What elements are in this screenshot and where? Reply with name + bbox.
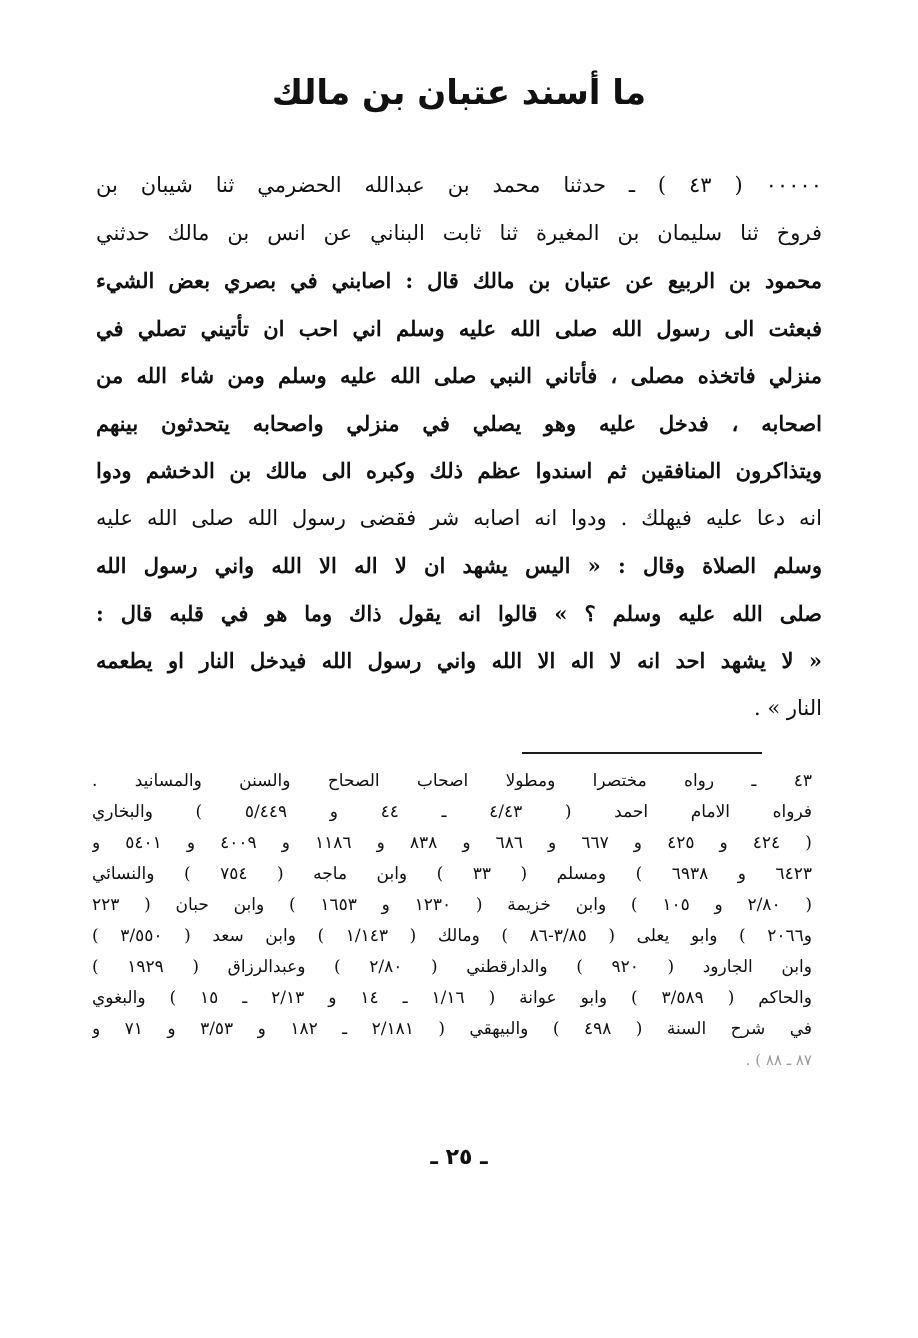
- hadith-line: اصحابه ، فدخل عليه وهو يصلي في منزلي واصحابه يتحدثون بينهم: [96, 410, 822, 436]
- hadith-line: محمود بن الربيع عن عتبان بن مالك قال : اصابني في بصري بعض الشيء: [96, 268, 822, 293]
- footnote-line: وابن الجارود ( ٩٢٠ ) والدارقطني ( ٢/٨٠ ) وعبدالرزاق ( ١٩٢٩ ): [92, 957, 812, 977]
- footnotes: [92, 766, 812, 1076]
- hadith-line: النار » .: [754, 695, 822, 720]
- hadith-line: « لا يشهد احد انه لا اله الا الله واني رسول الله فيدخل النار او يطعمه: [96, 648, 822, 673]
- footnote-separator: [522, 752, 762, 754]
- hadith-line: فبعثت الى رسول الله صلى الله عليه وسلم اني احب ان تأتيني تصلي في: [96, 315, 822, 341]
- hadith-text: [96, 162, 822, 732]
- hadith-line: ويتذاكرون المنافقين ثم اسندوا عظم ذلك وكبره الى مالك بن الدخشم ودوا: [96, 458, 822, 483]
- footnote-line: ٨٧ ـ ٨٨ ) .: [745, 1051, 812, 1069]
- hadith-line: ٠٠٠٠٠ ( ٤٣ ) ـ حدثنا محمد بن عبدالله الحضرمي ثنا شيبان بن: [96, 173, 822, 197]
- hadith-line: فروخ ثنا سليمان بن المغيرة ثنا ثابت البناني عن انس بن مالك حدثني: [96, 220, 822, 245]
- footnote-line: ( ٤٢٤ و ٤٢٥ و ٦٦٧ و ٦٨٦ و ٨٣٨ و ١١٨٦ و ٤٠٠٩ و ٥٤٠١ و: [92, 833, 812, 853]
- footnote-line: ( ٢/٨٠ و ١٠٥ ) وابن خزيمة ( ١٢٣٠ و ١٦٥٣ ) وابن حبان ( ٢٢٣: [92, 895, 812, 915]
- page-number: ـ ٢٥ ـ: [430, 1145, 488, 1170]
- hadith-line: انه دعا عليه فيهلك . ودوا انه اصابه شر فقضى رسول الله صلى الله عليه: [96, 505, 822, 530]
- footnote-line: و٢٠٦٦ ) وابو يعلى ( ٣/٨٥-٨٦ ) ومالك ( ١/١٤٣ ) وابن سعد ( ٣/٥٥٠ ): [92, 926, 812, 946]
- footnote-line: في شرح السنة ( ٤٩٨ ) والبيهقي ( ٢/١٨١ ـ ١٨٢ و ٣/٥٣ و ٧١ و: [92, 1019, 812, 1039]
- footnote-line: والحاكم ( ٣/٥٨٩ ) وابو عوانة ( ١/١٦ ـ ١٤ و ٢/١٣ ـ ١٥ ) والبغوي: [92, 988, 812, 1008]
- page-title: ما أسند عتبان بن مالك: [271, 73, 647, 113]
- footnote-line: ٦٤٢٣ و ٦٩٣٨ ) ومسلم ( ٣٣ ) وابن ماجه ( ٧٥٤ ) والنسائي: [92, 864, 812, 884]
- footnote-line: فرواه الامام احمد ( ٤/٤٣ ـ ٤٤ و ٥/٤٤٩ ) والبخاري: [92, 802, 812, 822]
- hadith-line: منزلي فاتخذه مصلى ، فأتاني النبي صلى الله عليه وسلم ومن شاء الله من: [96, 363, 822, 388]
- hadith-line: وسلم الصلاة وقال : « اليس يشهد ان لا اله الا الله واني رسول الله: [96, 553, 822, 578]
- footnote-line: ٤٣ ـ رواه مختصرا ومطولا اصحاب الصحاح والسنن والمسانيد .: [92, 771, 812, 791]
- hadith-line: صلى الله عليه وسلم ؟ » قالوا انه يقول ذاك وما هو في قلبه قال :: [96, 600, 822, 626]
